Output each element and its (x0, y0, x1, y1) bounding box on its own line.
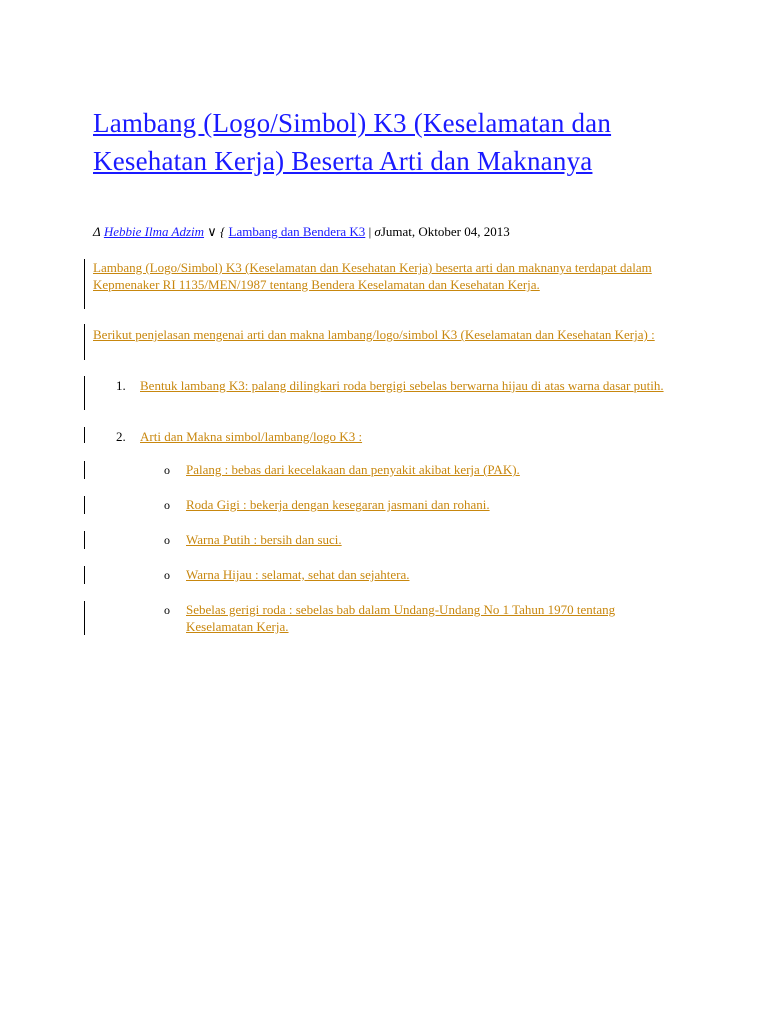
sublist-item-link[interactable]: Roda Gigi : bekerja dengan kesegaran jasmani dan rohani. (186, 497, 490, 512)
sublist-item-link[interactable]: Palang : bebas dari kecelakaan dan penyakit akibat kerja (PAK). (186, 462, 520, 477)
list-item (140, 377, 670, 394)
post-meta (93, 223, 510, 241)
sublist-item (186, 531, 676, 548)
change-bar (84, 531, 85, 549)
change-bar (84, 259, 85, 309)
change-bar (84, 461, 85, 479)
category-link[interactable]: Lambang dan Bendera K3 (228, 224, 366, 239)
list-item-link[interactable]: Arti dan Makna simbol/lambang/logo K3 : (140, 429, 363, 444)
bullet-icon: o (164, 498, 170, 512)
article-title-link[interactable]: Lambang (Logo/Simbol) K3 (Keselamatan dan Kesehatan Kerja) Beserta Arti dan Maknanya (93, 108, 612, 176)
sublist-item (186, 566, 676, 583)
sublist-item-link[interactable]: Sebelas gerigi roda : sebelas bab dalam Undang-Undang No 1 Tahun 1970 tentang Keselamatan Kerja. (186, 602, 616, 634)
change-bar (84, 427, 85, 443)
sublist-item-link[interactable]: Warna Hijau : selamat, sehat dan sejahtera. (186, 567, 410, 582)
list-number: 2. (116, 429, 126, 444)
article-title (93, 104, 693, 180)
change-bar (84, 566, 85, 584)
list-number: 1. (116, 378, 126, 393)
bullet-icon: o (164, 533, 170, 547)
bullet-icon: o (164, 603, 170, 617)
change-bar (84, 601, 85, 635)
post-date: Jumat, Oktober 04, 2013 (380, 224, 510, 239)
sublist-item (186, 461, 676, 478)
lead-paragraph (93, 326, 683, 343)
sublist-item-link[interactable]: Warna Putih : bersih dan suci. (186, 532, 342, 547)
list-item (140, 428, 670, 445)
change-bar (84, 376, 85, 410)
bullet-icon: o (164, 568, 170, 582)
meta-separator: | (368, 224, 372, 239)
label-icon: ∨ { (207, 224, 226, 239)
change-bar (84, 496, 85, 514)
date-icon: σ (374, 224, 381, 239)
change-bar (84, 324, 85, 360)
author-link[interactable]: Hebbie Ilma Adzim (103, 224, 205, 239)
author-icon: Δ (93, 224, 101, 239)
intro-paragraph (93, 259, 683, 293)
intro-link[interactable]: Lambang (Logo/Simbol) K3 (Keselamatan dan Kesehatan Kerja) beserta arti dan maknanya terdapat dalam Kepmenaker RI 1135/MEN/1987 tentang Bendera Keselamatan dan Kesehatan Kerja. (93, 260, 652, 292)
list-item-link[interactable]: Bentuk lambang K3: palang dilingkari roda bergigi sebelas berwarna hijau di atas warna dasar putih. (140, 378, 664, 393)
sublist-item (186, 601, 661, 635)
sublist-item (186, 496, 676, 513)
bullet-icon: o (164, 463, 170, 477)
lead-link[interactable]: Berikut penjelasan mengenai arti dan makna lambang/logo/simbol K3 (Keselamatan dan Kesehatan Kerja) : (93, 327, 655, 342)
